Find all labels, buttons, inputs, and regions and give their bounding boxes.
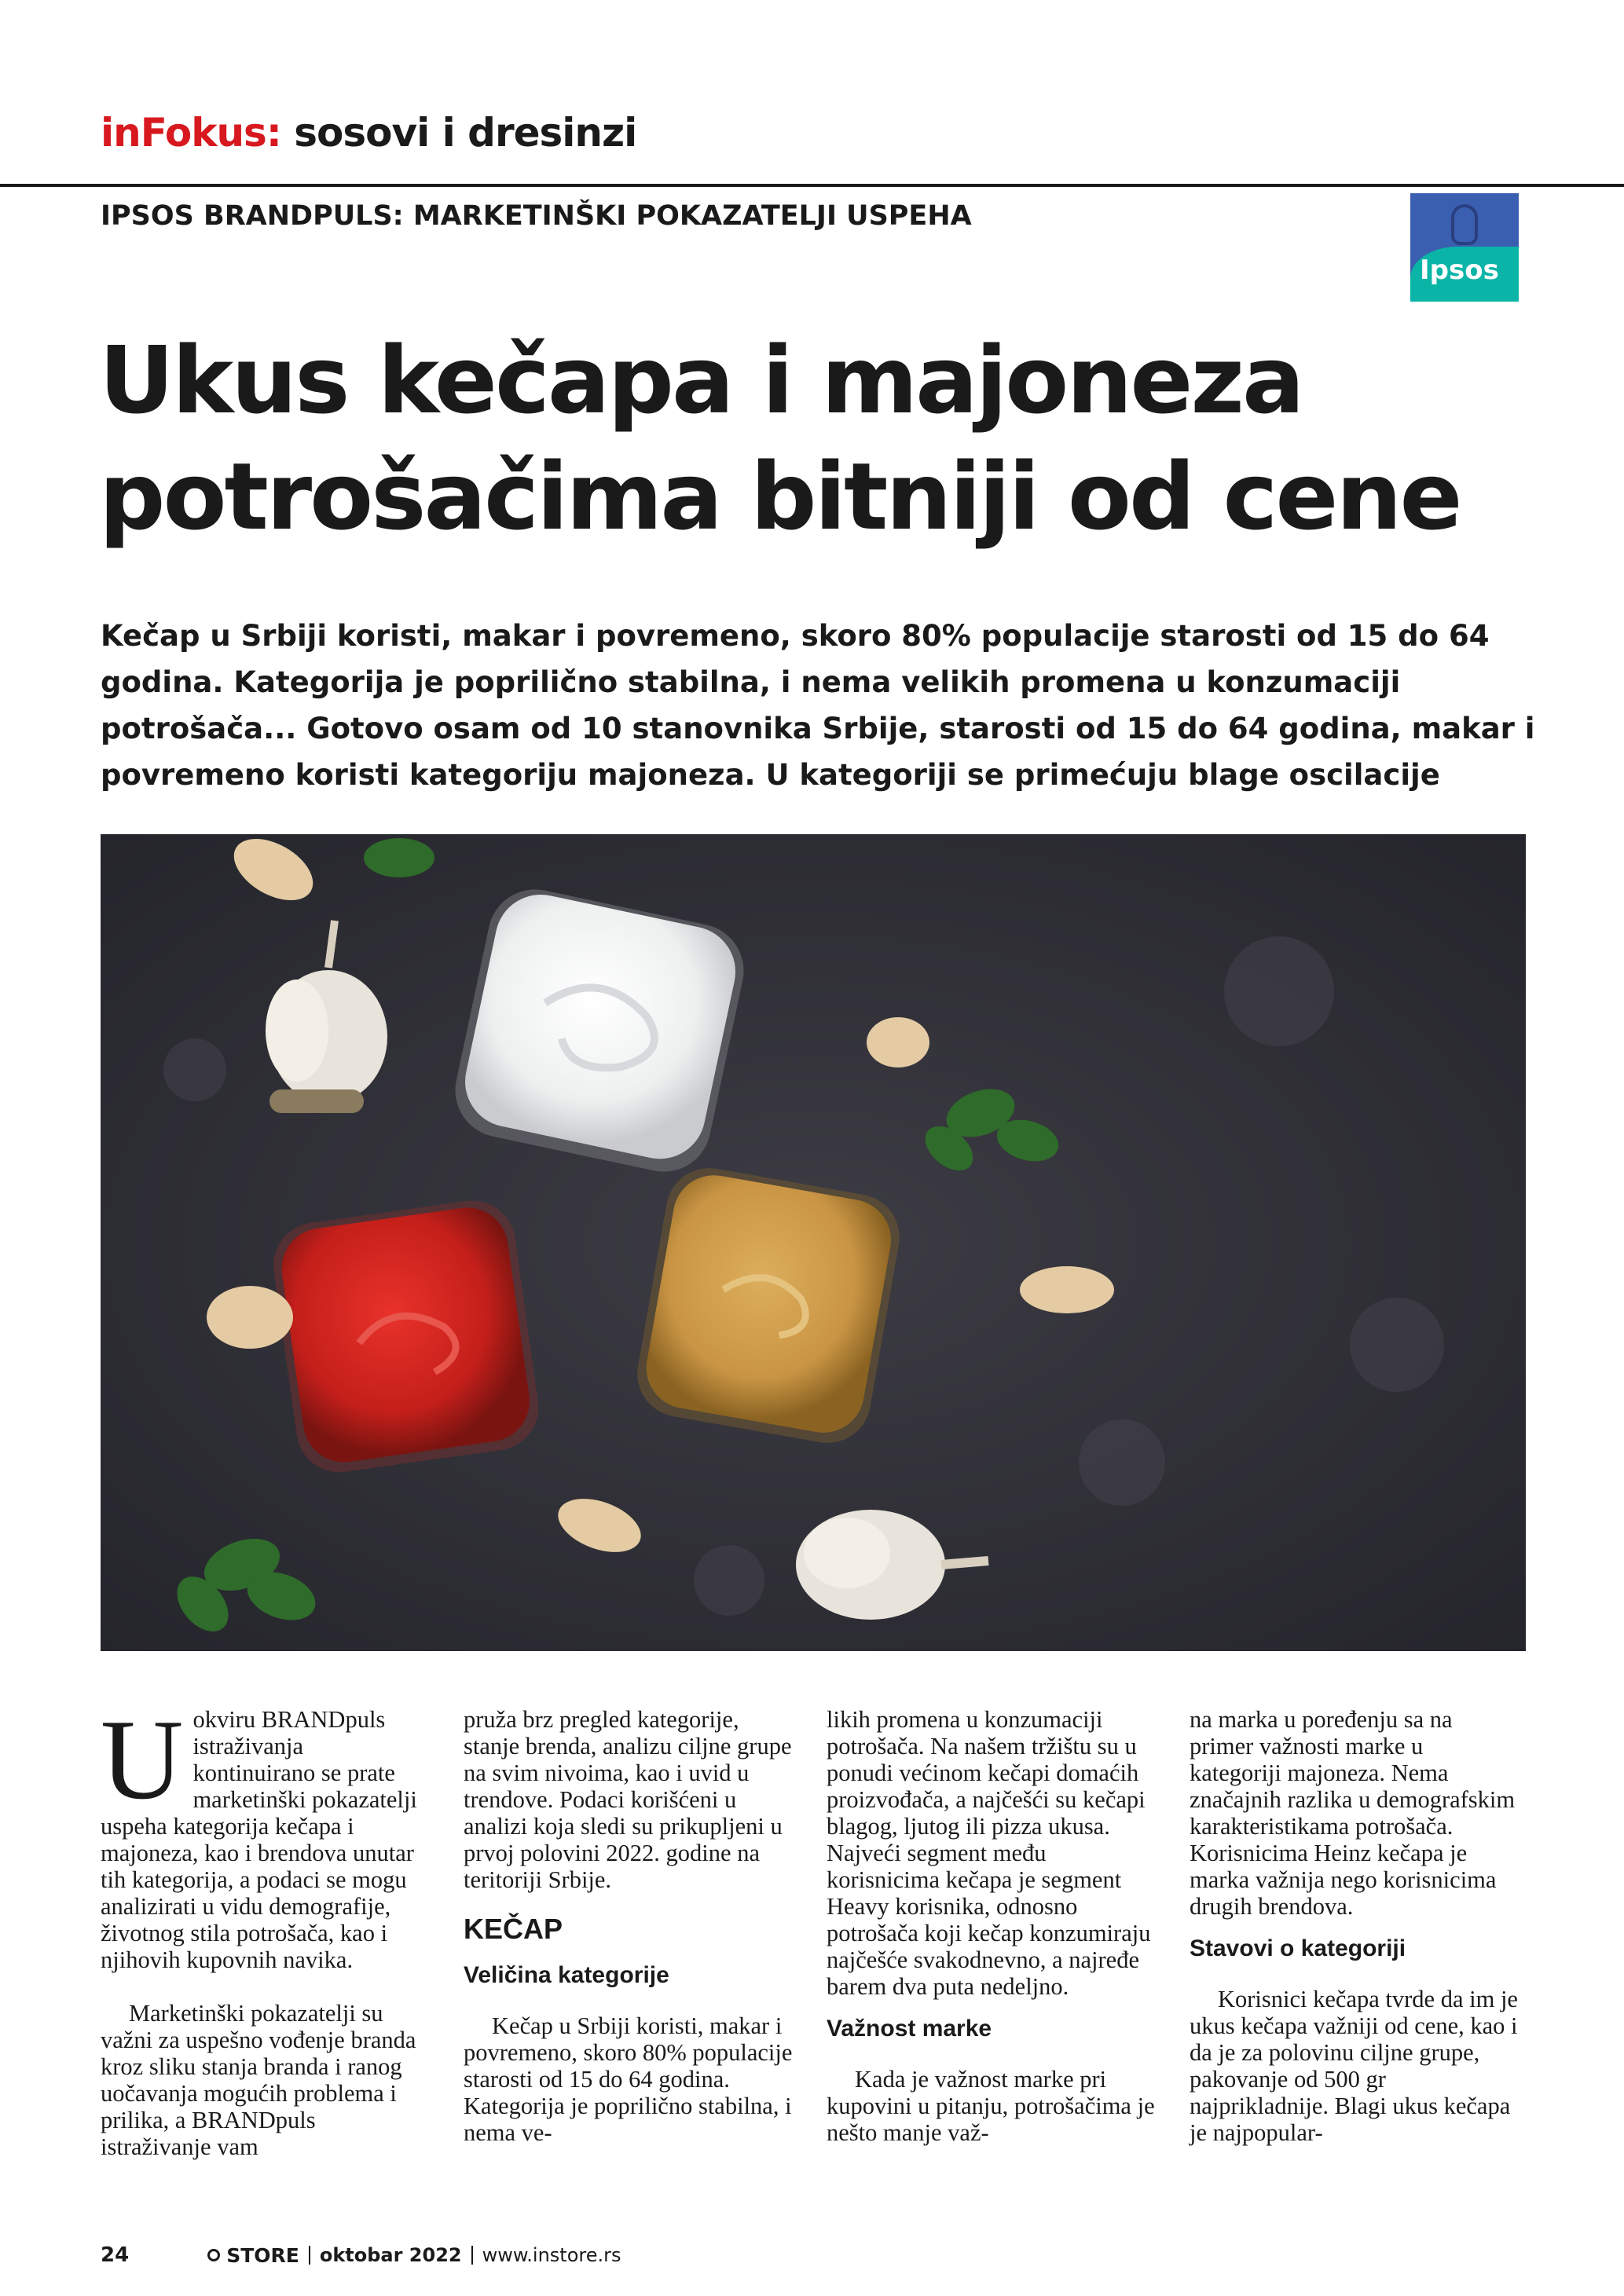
ipsos-logo xyxy=(1410,193,1519,302)
store-name: STORE xyxy=(226,2243,299,2267)
article-paragraph-4-continued: na marka u poređenju sa na primer važnosti marke u kategoriji majoneza. Nema značajnih razlika u demografskim karakteristikama potrošača. Korisnicima Heinz kečapa je marka važnija nego korisnicima drugih brendova. xyxy=(1190,1706,1516,1920)
store-logo-icon xyxy=(207,2249,220,2261)
issue-date: oktobar 2022 xyxy=(319,2244,462,2266)
article-column-4 xyxy=(1190,1706,1520,2146)
footer-divider xyxy=(309,2246,310,2265)
subheading-velicina-kategorije: Veličina kategorije xyxy=(464,1962,669,1988)
headline-line-2: potrošačima bitniji od cene xyxy=(99,442,1461,551)
website-link[interactable]: www.instore.rs xyxy=(482,2244,621,2266)
article-paragraph-2: Marketinški pokazatelji su važni za uspešno vođenje branda kroz sliku stanja branda i ranog uočavanja mogućih problema i prilika, a BRANDpuls istraživanje vam xyxy=(101,2000,416,2160)
mayonnaise-bowl xyxy=(446,881,752,1181)
sauce-bowls-photo xyxy=(101,834,1526,1651)
article-paragraph-5: Korisnici kečapa tvrde da im je ukus kečapa važniji od cene, kao i da je za polovinu ciljne grupe, pakovanje od 500 gr najprikladnije. Blagi ukus kečapa je najpopular- xyxy=(1190,1986,1518,2146)
page-number: 24 xyxy=(101,2243,130,2267)
lead-paragraph: Kečap u Srbiji koristi, makar i povremeno, skoro 80% populacije starosti od 15 do 64 godina. Kategorija je poprilično stabilna, i nema velikih promena u konzumaciji potrošača... Gotovo osam od 10 stanovnika Srbije, starosti od 15 do 64 godina, makar i povremeno koristi kategoriju majoneza. U kategoriji se primećuju blage oscilacije xyxy=(101,619,1535,792)
article-paragraph-1-text: okviru BRANDpuls istraživanja kontinuirano se prate marketinški pokazatelji uspeha kategorija kečapa i majoneza, kao i brendova unutar tih kategorija, a podaci se mogu analizirati u vidu demografije, životnog stila potrošača, kao i njihovih kupovnih navika. xyxy=(101,1706,417,1973)
ipsos-face-icon xyxy=(1451,204,1478,245)
subheading-stavovi-o-kategoriji: Stavovi o kategoriji xyxy=(1190,1935,1406,1961)
article-paragraph-4: Kada je važnost marke pri kupovini u pitanju, potrošačima je nešto manje važ- xyxy=(827,2066,1155,2146)
header-divider xyxy=(0,184,1624,187)
ipsos-logo-text: Ipsos xyxy=(1420,255,1499,286)
article-column-2 xyxy=(464,1706,794,2146)
article-paragraph-2-continued: pruža brz pregled kategorije, stanje brenda, analizu ciljne grupe na svim nivoima, kao i uvid u trendove. Podaci korišćeni u analizi koja sledi su prikupljeni u prvoj polovini 2022. godine na teritoriji Srbije. xyxy=(464,1706,792,1893)
sauce-photo-illustration xyxy=(101,834,1526,1651)
footer-divider-2 xyxy=(471,2246,473,2265)
kicker: IPSOS BRANDPULS: MARKETINŠKI POKAZATELJI USPEHA xyxy=(101,200,972,232)
heading-kecap: KEČAP xyxy=(464,1913,563,1945)
article-paragraph-3: Kečap u Srbiji koristi, makar i povremeno, skoro 80% populacije starosti od 15 do 64 godina. Kategorija je poprilično stabilna, i nema ve- xyxy=(464,2012,793,2146)
subheading-vaznost-marke: Važnost marke xyxy=(827,2016,992,2041)
article-paragraph-1 xyxy=(101,1696,431,1973)
article-paragraph-3-continued: likih promena u konzumaciji potrošača. Na našem tržištu su u ponudi većinom kečapi domaćih proizvođača, a najčešći su kečapi blagog, ljutog ili pizza ukusa. Najveći segment među korisnicima kečapa je segment Heavy korisnika, odnosno potrošača koji kečap konzumiraju najčešće svakodnevno, a najređe barem dva puta nedeljno. xyxy=(827,1706,1151,2000)
article-column-3 xyxy=(827,1706,1157,2146)
section-topic: sosovi i dresinzi xyxy=(294,110,637,156)
mustard-bowl xyxy=(630,1161,906,1449)
section-brand: inFokus: xyxy=(101,110,281,156)
page-footer xyxy=(101,2243,621,2267)
article-column-1 xyxy=(101,1696,431,2160)
headline-line-1: Ukus kečapa i majoneza xyxy=(99,326,1303,434)
section-header xyxy=(101,110,636,156)
drop-cap: U xyxy=(101,1696,184,1823)
ketchup-bowl xyxy=(268,1195,544,1478)
headline xyxy=(99,322,1576,555)
store-brand xyxy=(207,2244,299,2267)
